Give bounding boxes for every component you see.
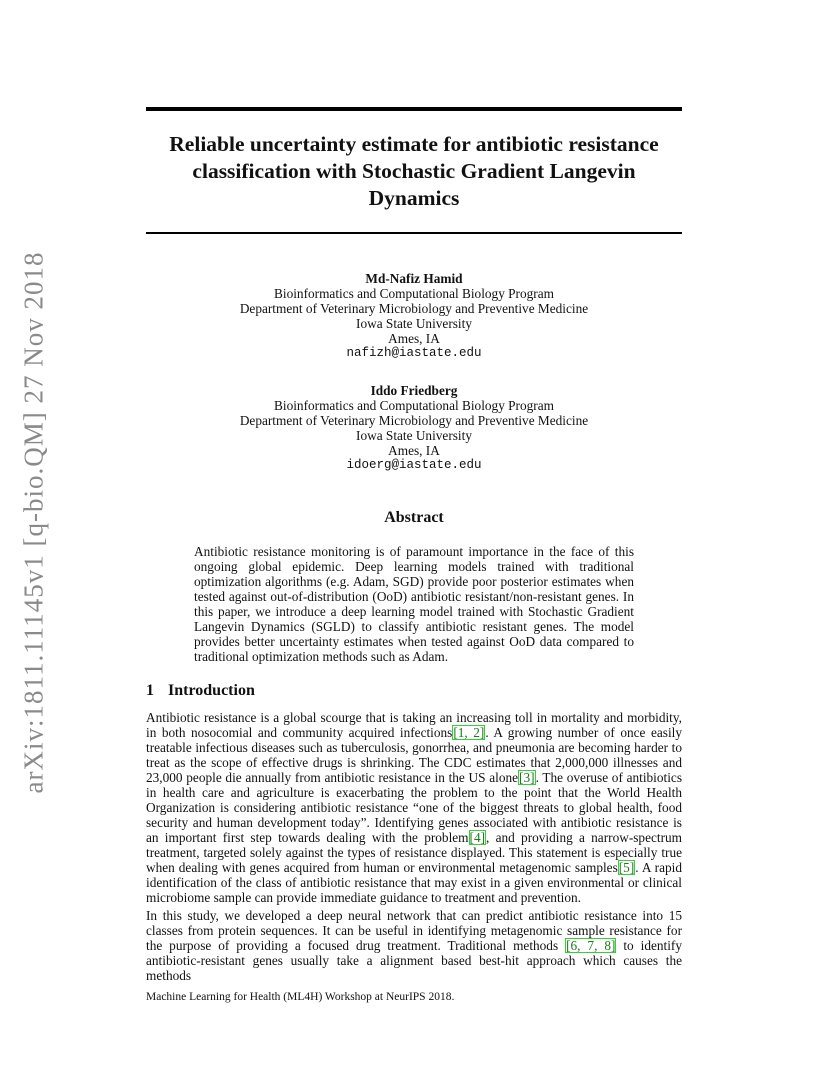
- section-heading: [146, 682, 255, 700]
- author-location: Ames, IA: [388, 443, 440, 458]
- author-email[interactable]: nafizh@iastate.edu: [346, 346, 482, 360]
- author-block-2: [146, 383, 682, 473]
- author-affiliation: Iowa State University: [356, 316, 472, 331]
- author-affiliation: Bioinformatics and Computational Biology Program: [274, 286, 554, 301]
- arxiv-id-text: arXiv:1811.11145v1 [q-bio.QM] 27 Nov 2018: [18, 251, 49, 793]
- title-bottom-rule: [146, 232, 682, 234]
- paragraph-text: . A rapid identification of the class of antibiotic resistance that may exist in a given environmental or clinical microbiome sample can provide immediate guidance to treatment and prevention.: [146, 860, 682, 905]
- citation-link[interactable]: [1, 2]: [453, 725, 485, 740]
- author-location: Ames, IA: [388, 331, 440, 346]
- author-block-1: [146, 271, 682, 361]
- author-affiliation: Bioinformatics and Computational Biology Program: [274, 398, 554, 413]
- citation-link[interactable]: [4]: [469, 830, 486, 845]
- author-name: Md-Nafiz Hamid: [365, 271, 463, 286]
- abstract-heading: Abstract: [384, 509, 444, 526]
- paragraph-text: In this study, we developed a deep neural network that can predict antibiotic resistance into 15 classes from protein sequences. It can be useful in identifying metagenomic sample resistance for the purpose of providing a focused drug treatment. Traditional methods: [146, 908, 682, 953]
- author-affiliation: Department of Veterinary Microbiology and Preventive Medicine: [239, 413, 589, 428]
- abstract-text: Antibiotic resistance monitoring is of paramount importance in the face of this ongoing global epidemic. Deep learning models trained with traditional optimization algorithms (e.g. Adam, SGD) provide poor posterior estimates when tested against out-of-distribution (OoD) antibiotic resistant/non-resistant genes. In this paper, we introduce a deep learning model trained with Stochastic Gradient Langevin Dynamics (SGLD) to classify antibiotic resistant genes. The model provides better uncertainty estimates when tested against OoD data compared to traditional optimization methods such as Adam.: [194, 544, 634, 664]
- section-title: Introduction: [168, 682, 255, 699]
- title-top-rule: [146, 107, 682, 111]
- citation-link[interactable]: [3]: [519, 770, 535, 785]
- intro-paragraph-2: [146, 908, 682, 983]
- paragraph-text: to identify antibiotic-resistant genes usually take a alignment based best-hit approach which causes the methods: [146, 938, 682, 983]
- author-affiliation: Iowa State University: [356, 428, 472, 443]
- section-number: 1: [146, 682, 154, 699]
- citation-link[interactable]: [5]: [618, 860, 635, 875]
- author-affiliation: Department of Veterinary Microbiology and Preventive Medicine: [239, 301, 589, 316]
- arxiv-identifier: [6, 251, 62, 793]
- paragraph-text: Antibiotic resistance is a global scourge that is taking an increasing toll in mortality and morbidity, in both nosocomial and community acquired infections: [146, 710, 682, 740]
- paper-title: Reliable uncertainty estimate for antibiotic resistance classification with Stochastic Gradient Langevin Dynamics: [169, 132, 659, 210]
- paragraph-text: . A growing number of once easily treatable infectious diseases such as tuberculosis, gonorrhea, and pneumonia are becoming harder to treat as the scope of effective drugs is shrinking. The CDC estimates that 2,000,000 illnesses and 23,000 people die annually from antibiotic resistance in the US alone: [146, 725, 682, 785]
- author-name: Iddo Friedberg: [370, 383, 458, 398]
- citation-link[interactable]: [6, 7, 8]: [566, 938, 616, 953]
- paragraph-text: . The overuse of antibiotics in health care and agriculture is exacerbating the problem to the point that the World Health Organization is considering antibiotic resistance “one of the biggest threats to global health, food security and human development today”. Identifying genes associated with antibiotic resistance is an important first step towards dealing with the problem: [146, 770, 682, 845]
- paragraph-text: , and providing a narrow-spectrum treatment, targeted solely against the types of resistance displayed. This statement is especially true when dealing with genes acquired from human or environmental metagenomic samples: [146, 830, 682, 875]
- author-email[interactable]: idoerg@iastate.edu: [346, 458, 482, 472]
- intro-paragraph-1: [146, 710, 682, 905]
- footnote: Machine Learning for Health (ML4H) Workshop at NeurIPS 2018.: [146, 991, 455, 1003]
